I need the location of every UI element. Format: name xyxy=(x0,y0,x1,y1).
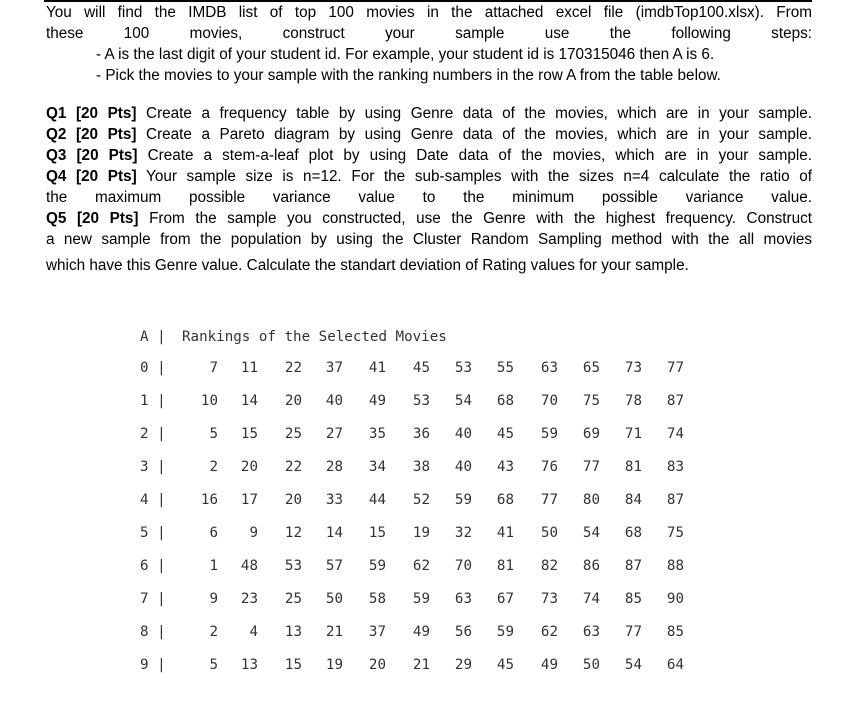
step-1: - A is the last digit of your student id. For example, your student id is 170315046 then A is 6. xyxy=(96,46,715,63)
ranking-cell: 49 xyxy=(412,624,430,640)
table-title: Rankings of the Selected Movies xyxy=(182,329,447,345)
questions-block xyxy=(46,103,812,278)
question-1-label: Q1 [20 Pts] xyxy=(46,105,137,122)
ranking-cell: 53 xyxy=(412,393,430,409)
ranking-cell: 77 xyxy=(666,360,684,376)
ranking-cell: 69 xyxy=(582,426,600,442)
question-2-text: Create a Pareto diagram by using Genre data of the movies, which are in your sample. xyxy=(136,126,812,143)
question-5-continued: a new sample from the population by using the Cluster Random Sampling method with the all movies xyxy=(46,231,812,248)
ranking-cell: 16 xyxy=(200,492,218,508)
ranking-cell: 70 xyxy=(540,393,558,409)
ranking-cell: 74 xyxy=(582,591,600,607)
ranking-cell: 77 xyxy=(582,459,600,475)
instructions-block xyxy=(46,2,812,86)
ranking-cell: 63 xyxy=(540,360,558,376)
ranking-cell: 2 xyxy=(209,459,218,475)
row-label: 2 | xyxy=(140,426,166,442)
question-5-label: Q5 [20 Pts] xyxy=(46,210,139,227)
question-4-continued: the maximum possible variance value to the minimum possible variance value. xyxy=(46,189,812,206)
question-3-label: Q3 [20 Pts] xyxy=(46,147,138,164)
ranking-cell: 29 xyxy=(454,657,472,673)
ranking-cell: 68 xyxy=(624,525,642,541)
ranking-cell: 22 xyxy=(284,459,302,475)
ranking-cell: 45 xyxy=(496,426,514,442)
row-label: 8 | xyxy=(140,624,166,640)
question-2-label: Q2 [20 Pts] xyxy=(46,126,137,143)
ranking-cell: 90 xyxy=(666,591,684,607)
ranking-cell: 77 xyxy=(624,624,642,640)
ranking-cell: 21 xyxy=(325,624,343,640)
ranking-cell: 68 xyxy=(496,492,514,508)
ranking-cell: 17 xyxy=(240,492,258,508)
ranking-cell: 53 xyxy=(284,558,302,574)
ranking-cell: 20 xyxy=(284,393,302,409)
question-4-label: Q4 [20 Pts] xyxy=(46,168,137,185)
ranking-cell: 81 xyxy=(624,459,642,475)
ranking-cell: 80 xyxy=(582,492,600,508)
ranking-cell: 59 xyxy=(496,624,514,640)
ranking-cell: 19 xyxy=(325,657,343,673)
ranking-cell: 20 xyxy=(240,459,258,475)
ranking-cell: 81 xyxy=(496,558,514,574)
question-4-text: Your sample size is n=12. For the sub-samples with the sizes n=4 calculate the ratio of xyxy=(136,168,812,185)
ranking-cell: 45 xyxy=(496,657,514,673)
ranking-cell: 20 xyxy=(284,492,302,508)
ranking-cell: 54 xyxy=(624,657,642,673)
ranking-cell: 70 xyxy=(454,558,472,574)
ranking-cell: 48 xyxy=(240,558,258,574)
ranking-cell: 74 xyxy=(666,426,684,442)
ranking-cell: 14 xyxy=(240,393,258,409)
row-label: 1 | xyxy=(140,393,166,409)
ranking-cell: 33 xyxy=(325,492,343,508)
ranking-cell: 49 xyxy=(368,393,386,409)
ranking-cell: 19 xyxy=(412,525,430,541)
ranking-cell: 78 xyxy=(624,393,642,409)
ranking-cell: 83 xyxy=(666,459,684,475)
ranking-cell: 85 xyxy=(666,624,684,640)
question-5-continued-2 xyxy=(46,250,812,278)
ranking-cell: 25 xyxy=(284,591,302,607)
ranking-cell: 84 xyxy=(624,492,642,508)
ranking-cell: 22 xyxy=(284,360,302,376)
ranking-cell: 13 xyxy=(284,624,302,640)
ranking-cell: 52 xyxy=(412,492,430,508)
ranking-cell: 41 xyxy=(496,525,514,541)
ranking-cell: 43 xyxy=(496,459,514,475)
question-4 xyxy=(46,166,812,187)
question-5-cont2-text: which have this Genre value. Calculate the standart deviation of Rating values for your sample. xyxy=(46,257,689,274)
ranking-cell: 36 xyxy=(412,426,430,442)
ranking-cell: 40 xyxy=(454,459,472,475)
step-2: - Pick the movies to your sample with the ranking numbers in the row A from the table below. xyxy=(96,67,721,84)
ranking-cell: 35 xyxy=(368,426,386,442)
ranking-cell: 2 xyxy=(209,624,218,640)
ranking-cell: 67 xyxy=(496,591,514,607)
intro-line-2: these 100 movies, construct your sample use the following steps: xyxy=(46,25,812,42)
ranking-cell: 58 xyxy=(368,591,386,607)
ranking-cell: 63 xyxy=(582,624,600,640)
ranking-cell: 6 xyxy=(209,525,218,541)
ranking-cell: 87 xyxy=(624,558,642,574)
ranking-cell: 44 xyxy=(368,492,386,508)
ranking-cell: 1 xyxy=(209,558,218,574)
ranking-cell: 87 xyxy=(666,393,684,409)
ranking-cell: 4 xyxy=(249,624,258,640)
ranking-cell: 63 xyxy=(454,591,472,607)
ranking-cell: 15 xyxy=(284,657,302,673)
ranking-cell: 57 xyxy=(325,558,343,574)
ranking-cell: 54 xyxy=(582,525,600,541)
ranking-cell: 73 xyxy=(540,591,558,607)
ranking-cell: 40 xyxy=(325,393,343,409)
ranking-cell: 7 xyxy=(209,360,218,376)
ranking-cell: 9 xyxy=(249,525,258,541)
ranking-cell: 59 xyxy=(454,492,472,508)
ranking-cell: 28 xyxy=(325,459,343,475)
ranking-cell: 75 xyxy=(666,525,684,541)
ranking-cell: 86 xyxy=(582,558,600,574)
question-1 xyxy=(46,103,812,124)
ranking-cell: 88 xyxy=(666,558,684,574)
ranking-cell: 55 xyxy=(496,360,514,376)
ranking-cell: 75 xyxy=(582,393,600,409)
ranking-cell: 82 xyxy=(540,558,558,574)
ranking-cell: 64 xyxy=(666,657,684,673)
question-3 xyxy=(46,145,812,166)
ranking-cell: 38 xyxy=(412,459,430,475)
row-label: 7 | xyxy=(140,591,166,607)
row-label: 5 | xyxy=(140,525,166,541)
question-5-text: From the sample you constructed, use the Genre with the highest frequency. Construct xyxy=(138,210,812,227)
ranking-cell: 25 xyxy=(284,426,302,442)
question-1-text: Create a frequency table by using Genre data of the movies, which are in your sample. xyxy=(136,105,812,122)
ranking-cell: 59 xyxy=(368,558,386,574)
ranking-cell: 14 xyxy=(325,525,343,541)
row-label: 3 | xyxy=(140,459,166,475)
ranking-cell: 59 xyxy=(540,426,558,442)
ranking-cell: 62 xyxy=(540,624,558,640)
ranking-cell: 15 xyxy=(368,525,386,541)
ranking-cell: 13 xyxy=(240,657,258,673)
ranking-cell: 12 xyxy=(284,525,302,541)
ranking-cell: 9 xyxy=(209,591,218,607)
ranking-cell: 54 xyxy=(454,393,472,409)
question-3-text: Create a stem-a-leaf plot by using Date data of the movies, which are in your sample. xyxy=(137,147,812,164)
ranking-cell: 49 xyxy=(540,657,558,673)
ranking-cell: 77 xyxy=(540,492,558,508)
ranking-cell: 65 xyxy=(582,360,600,376)
ranking-cell: 73 xyxy=(624,360,642,376)
ranking-cell: 85 xyxy=(624,591,642,607)
question-2 xyxy=(46,124,812,145)
ranking-cell: 15 xyxy=(240,426,258,442)
ranking-cell: 37 xyxy=(325,360,343,376)
row-label: 0 | xyxy=(140,360,166,376)
ranking-cell: 50 xyxy=(325,591,343,607)
ranking-cell: 56 xyxy=(454,624,472,640)
ranking-cell: 5 xyxy=(209,426,218,442)
ranking-cell: 59 xyxy=(412,591,430,607)
row-label: 4 | xyxy=(140,492,166,508)
question-5 xyxy=(46,208,812,229)
ranking-cell: 76 xyxy=(540,459,558,475)
ranking-cell: 21 xyxy=(412,657,430,673)
ranking-cell: 20 xyxy=(368,657,386,673)
ranking-cell: 5 xyxy=(209,657,218,673)
ranking-cell: 41 xyxy=(368,360,386,376)
header-a: A | xyxy=(140,329,166,345)
ranking-cell: 50 xyxy=(582,657,600,673)
ranking-cell: 53 xyxy=(454,360,472,376)
ranking-cell: 37 xyxy=(368,624,386,640)
ranking-cell: 10 xyxy=(200,393,218,409)
row-label: 9 | xyxy=(140,657,166,673)
ranking-cell: 50 xyxy=(540,525,558,541)
ranking-cell: 40 xyxy=(454,426,472,442)
intro-line-1: You will find the IMDB list of top 100 movies in the attached excel file (imdbTop100.xlsx). From xyxy=(46,4,812,21)
row-label: 6 | xyxy=(140,558,166,574)
ranking-cell: 68 xyxy=(496,393,514,409)
ranking-cell: 23 xyxy=(240,591,258,607)
ranking-cell: 45 xyxy=(412,360,430,376)
ranking-cell: 32 xyxy=(454,525,472,541)
ranking-cell: 71 xyxy=(624,426,642,442)
ranking-cell: 34 xyxy=(368,459,386,475)
ranking-cell: 27 xyxy=(325,426,343,442)
ranking-cell: 62 xyxy=(412,558,430,574)
ranking-cell: 87 xyxy=(666,492,684,508)
ranking-cell: 11 xyxy=(240,360,258,376)
